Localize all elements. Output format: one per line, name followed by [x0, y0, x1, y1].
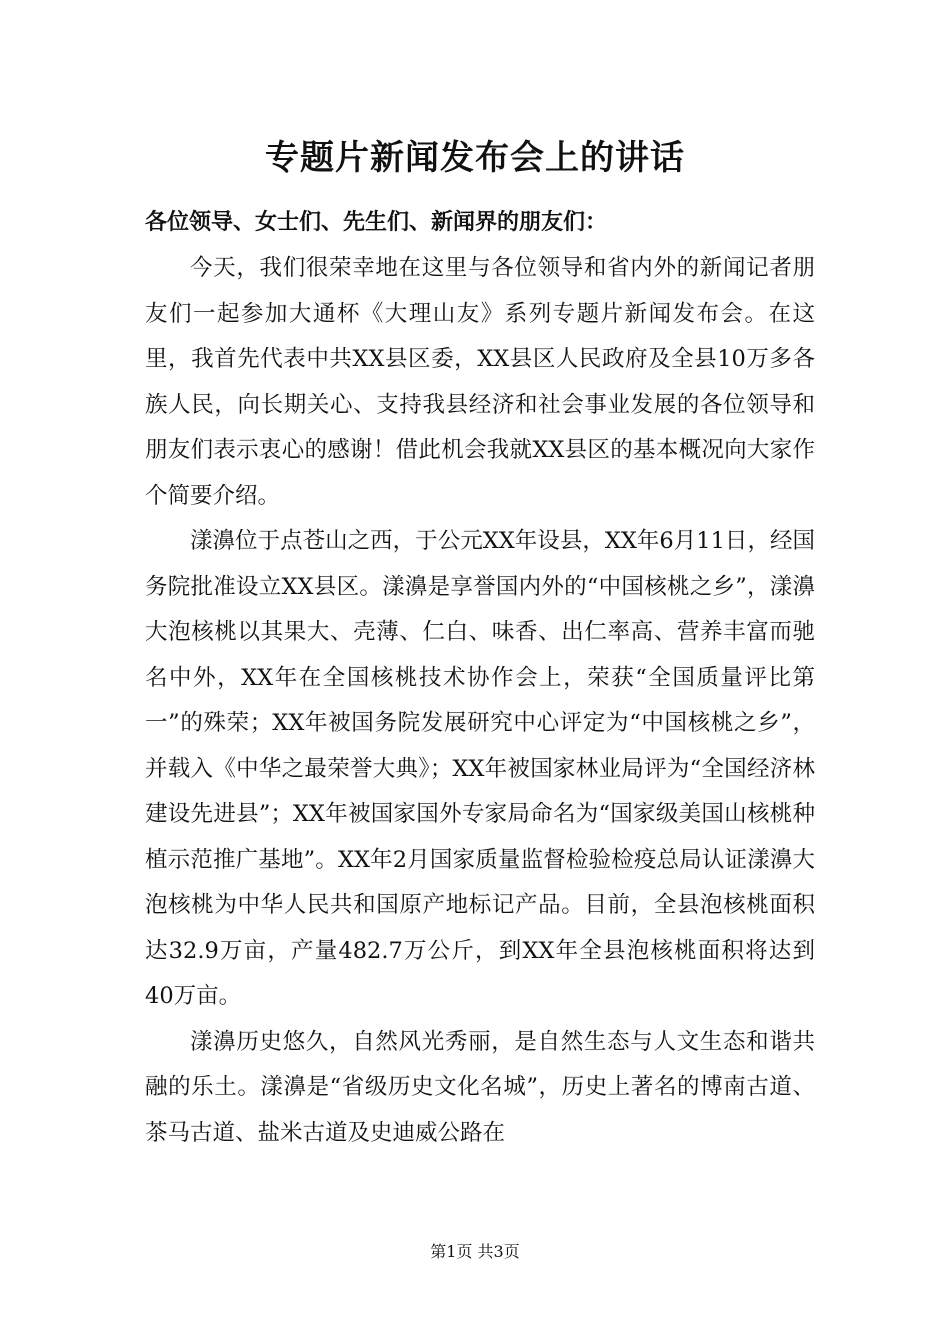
paragraph: 漾濞历史悠久，自然风光秀丽，是自然生态与人文生态和谐共融的乐土。漾濞是“省级历史文化名城”，历史上著名的博南古道、茶马古道、盐米古道及史迪威公路在 — [145, 1028, 815, 1146]
salutation: 各位领导、女士们、先生们、新闻界的朋友们： — [145, 209, 608, 235]
document-body — [145, 246, 815, 1156]
paragraph: 今天，我们很荣幸地在这里与各位领导和省内外的新闻记者朋友们一起参加大通杯《大理山友》系列专题片新闻发布会。在这里，我首先代表中共XX县区委，XX县区人民政府及全县10万多各族人民，向长期关心、支持我县经济和社会事业发展的各位领导和朋友们表示衷心的感谢！借此机会我就XX县区的基本概况向大家作个简要介绍。 — [145, 255, 815, 509]
paragraph: 漾濞位于点苍山之西，于公元XX年设县，XX年6月11日，经国务院批准设立XX县区。漾濞是享誉国内外的“中国核桃之乡”，漾濞大泡核桃以其果大、壳薄、仁白、味香、出仁率高、营养丰富而驰名中外，XX年在全国核桃技术协作会上，荣获“全国质量评比第一”的殊荣；XX年被国务院发展研究中心评定为“中国核桃之乡”，并载入《中华之最荣誉大典》；XX年被国家林业局评为“全国经济林建设先进县”；XX年被国家国外专家局命名为“国家级美国山核桃种植示范推广基地”。XX年2月国家质量监督检验检疫总局认证漾濞大泡核桃为中华人民共和国原产地标记产品。目前，全县泡核桃面积达32.9万亩，产量482.7万公斤，到XX年全县泡核桃面积将达到40万亩。 — [145, 528, 815, 1009]
page-footer: 第1页 共3页 — [430, 1242, 520, 1261]
document-title: 专题片新闻发布会上的讲话 — [265, 138, 685, 178]
